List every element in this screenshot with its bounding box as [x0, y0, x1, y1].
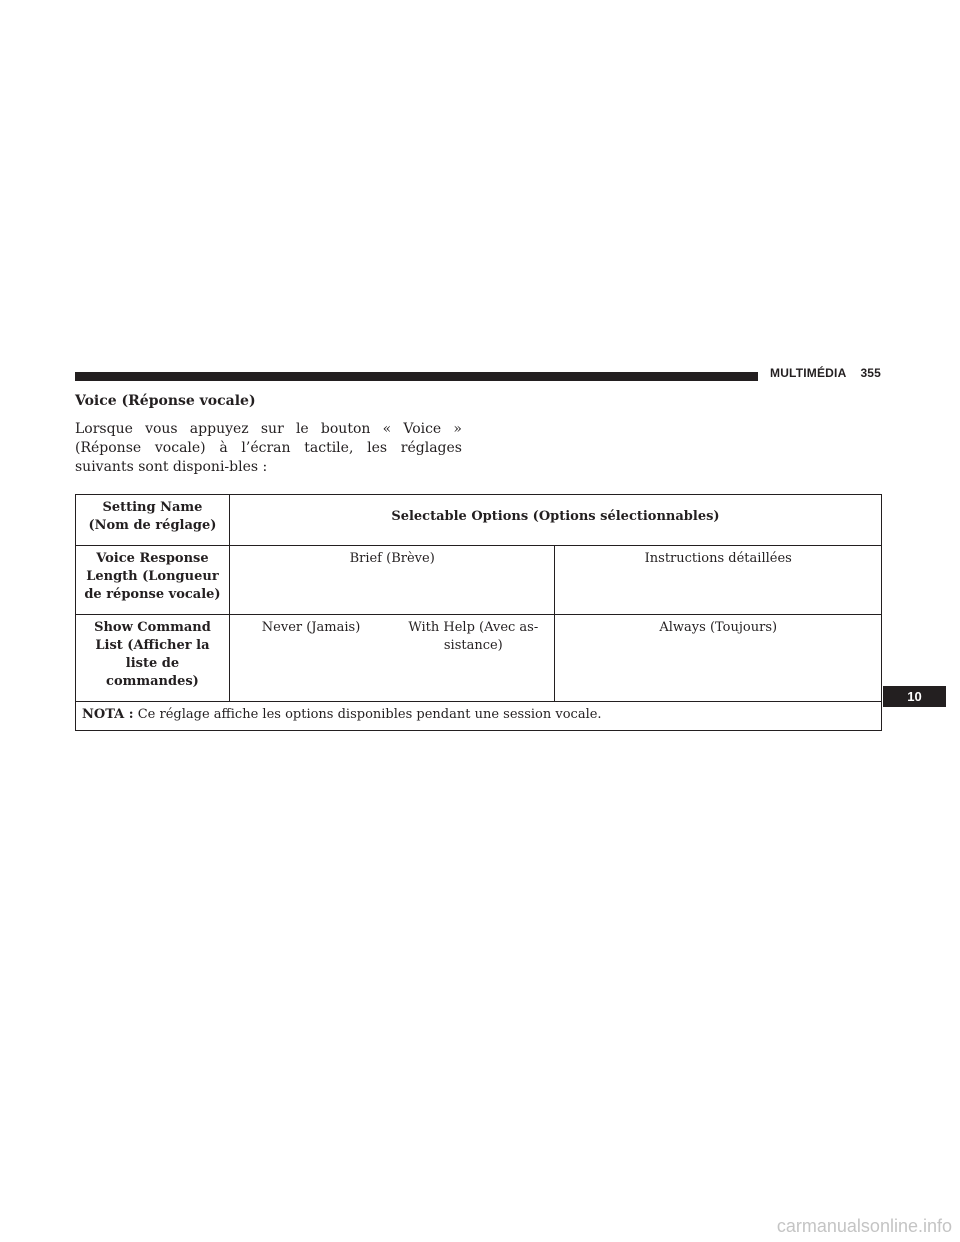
section-heading: Voice (Réponse vocale) [75, 393, 256, 409]
setting-name-cell: Show Command List (Afficher la liste de commandes) [76, 615, 230, 702]
note-label: NOTA : [82, 707, 134, 722]
option-cell: Brief (Brève) [229, 546, 555, 615]
option-cell: Instructions détaillées [555, 546, 882, 615]
table-row [76, 615, 882, 702]
chapter-tab: 10 [883, 686, 946, 707]
watermark: carmanualsonline.info [776, 1216, 952, 1236]
setting-name-cell: Voice Response Length (Longueur de réponse vocale) [76, 546, 230, 615]
option-cell: Always (Toujours) [555, 615, 882, 702]
table-header-row [76, 495, 882, 546]
voice-settings-table [75, 494, 882, 731]
note-cell [76, 702, 882, 731]
note-row [76, 702, 882, 731]
table-row [76, 546, 882, 615]
section-title: MULTIMÉDIA [770, 366, 847, 380]
column-header-setting-name: Setting Name (Nom de réglage) [76, 495, 230, 546]
intro-paragraph: Lorsque vous appuyez sur le bouton « Voice » (Réponse vocale) à l’écran tactile, les réglages suivants sont disponi-bles : [75, 421, 462, 475]
option-cell: With Help (Avec as-sistance) [392, 615, 555, 702]
note-text: Ce réglage affiche les options disponibles pendant une session vocale. [137, 707, 602, 722]
page-number: 355 [860, 366, 882, 380]
column-header-options: Selectable Options (Options sélectionnables) [229, 495, 881, 546]
running-header [770, 366, 881, 380]
header-rule [75, 372, 758, 381]
option-cell: Never (Jamais) [229, 615, 392, 702]
